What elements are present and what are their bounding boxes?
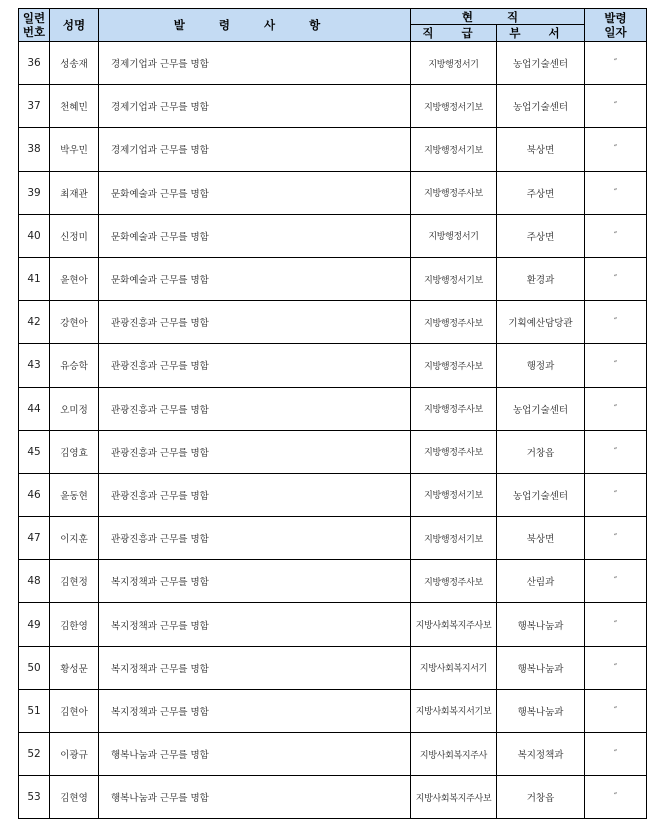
table-row [19, 776, 647, 819]
order-date-cell: ″ [585, 646, 647, 689]
order-text-cell: 행복나눔과 근무를 명함 [99, 776, 411, 819]
order-text-cell: 문화예술과 근무를 명함 [99, 257, 411, 300]
order-date-cell: ″ [585, 301, 647, 344]
header-department: 부 서 [497, 25, 585, 42]
order-text-cell: 문화예술과 근무를 명함 [99, 171, 411, 214]
department-cell: 기획예산담당관 [497, 301, 585, 344]
name-cell: 오미정 [50, 387, 99, 430]
grade-cell: 지방행정주사보 [411, 171, 497, 214]
header-grade: 직 급 [411, 25, 497, 42]
order-date-cell: ″ [585, 733, 647, 776]
order-number-cell: 51 [19, 689, 50, 732]
grade-cell: 지방행정서기보 [411, 473, 497, 516]
grade-cell: 지방행정서기보 [411, 128, 497, 171]
order-text-cell: 경제기업과 근무를 명함 [99, 85, 411, 128]
name-cell: 천혜민 [50, 85, 99, 128]
table-row [19, 517, 647, 560]
table-body [19, 42, 647, 819]
order-number-cell: 43 [19, 344, 50, 387]
order-number-cell: 52 [19, 733, 50, 776]
order-date-cell: ″ [585, 128, 647, 171]
order-number-cell: 49 [19, 603, 50, 646]
table-row [19, 646, 647, 689]
department-cell: 행복나눔과 [497, 646, 585, 689]
department-cell: 농업기술센터 [497, 42, 585, 85]
name-cell: 김한영 [50, 603, 99, 646]
name-cell: 최재관 [50, 171, 99, 214]
order-date-cell: ″ [585, 214, 647, 257]
grade-cell: 지방행정서기보 [411, 85, 497, 128]
order-date-cell: ″ [585, 387, 647, 430]
order-text-cell: 경제기업과 근무를 명함 [99, 128, 411, 171]
department-cell: 주상면 [497, 214, 585, 257]
order-text-cell: 행복나눔과 근무를 명함 [99, 733, 411, 776]
department-cell: 농업기술센터 [497, 387, 585, 430]
header-order-no-line1: 일련 [22, 11, 46, 25]
order-number-cell: 38 [19, 128, 50, 171]
order-text-cell: 복지정책과 근무를 명함 [99, 603, 411, 646]
grade-cell: 지방사회복지주사 [411, 733, 497, 776]
table-row [19, 85, 647, 128]
order-text-cell: 복지정책과 근무를 명함 [99, 560, 411, 603]
table-row [19, 689, 647, 732]
order-number-cell: 50 [19, 646, 50, 689]
order-date-cell: ″ [585, 776, 647, 819]
header-date [585, 9, 647, 42]
table-row [19, 430, 647, 473]
grade-cell: 지방사회복지주사보 [411, 776, 497, 819]
table-header [19, 9, 647, 42]
order-number-cell: 45 [19, 430, 50, 473]
grade-cell: 지방사회복지주사보 [411, 603, 497, 646]
header-date-line1: 발령 [604, 11, 627, 25]
name-cell: 김현정 [50, 560, 99, 603]
order-date-cell: ″ [585, 430, 647, 473]
department-cell: 거창읍 [497, 776, 585, 819]
table-row [19, 257, 647, 300]
order-number-cell: 44 [19, 387, 50, 430]
name-cell: 윤현아 [50, 257, 99, 300]
department-cell: 농업기술센터 [497, 473, 585, 516]
order-text-cell: 관광진흥과 근무를 명함 [99, 517, 411, 560]
department-cell: 농업기술센터 [497, 85, 585, 128]
department-cell: 거창읍 [497, 430, 585, 473]
table-row [19, 387, 647, 430]
table-row [19, 473, 647, 516]
header-order: 발 령 사 항 [99, 9, 411, 42]
order-number-cell: 40 [19, 214, 50, 257]
order-number-cell: 36 [19, 42, 50, 85]
name-cell: 성송재 [50, 42, 99, 85]
order-text-cell: 경제기업과 근무를 명함 [99, 42, 411, 85]
name-cell: 유승학 [50, 344, 99, 387]
department-cell: 산림과 [497, 560, 585, 603]
grade-cell: 지방행정주사보 [411, 387, 497, 430]
order-number-cell: 53 [19, 776, 50, 819]
order-text-cell: 관광진흥과 근무를 명함 [99, 473, 411, 516]
order-date-cell: ″ [585, 517, 647, 560]
grade-cell: 지방행정주사보 [411, 430, 497, 473]
order-date-cell: ″ [585, 560, 647, 603]
name-cell: 박우민 [50, 128, 99, 171]
table-row [19, 42, 647, 85]
department-cell: 북상면 [497, 517, 585, 560]
table-row [19, 733, 647, 776]
grade-cell: 지방행정서기 [411, 42, 497, 85]
order-date-cell: ″ [585, 689, 647, 732]
name-cell: 윤동현 [50, 473, 99, 516]
order-number-cell: 39 [19, 171, 50, 214]
order-date-cell: ″ [585, 603, 647, 646]
order-date-cell: ″ [585, 473, 647, 516]
order-date-cell: ″ [585, 85, 647, 128]
grade-cell: 지방사회복지서기보 [411, 689, 497, 732]
name-cell: 신정미 [50, 214, 99, 257]
department-cell: 행복나눔과 [497, 689, 585, 732]
header-order-no [19, 9, 50, 42]
table-row [19, 603, 647, 646]
header-name: 성명 [50, 9, 99, 42]
grade-cell: 지방행정서기 [411, 214, 497, 257]
department-cell: 주상면 [497, 171, 585, 214]
order-number-cell: 42 [19, 301, 50, 344]
name-cell: 김현아 [50, 689, 99, 732]
order-date-cell: ″ [585, 42, 647, 85]
table-row [19, 560, 647, 603]
header-order-no-line2: 번호 [22, 25, 46, 39]
grade-cell: 지방행정서기보 [411, 517, 497, 560]
table-row [19, 128, 647, 171]
grade-cell: 지방행정주사보 [411, 344, 497, 387]
department-cell: 북상면 [497, 128, 585, 171]
order-text-cell: 관광진흥과 근무를 명함 [99, 301, 411, 344]
table-row [19, 214, 647, 257]
table-row [19, 301, 647, 344]
name-cell: 황성문 [50, 646, 99, 689]
name-cell: 이광규 [50, 733, 99, 776]
order-text-cell: 복지정책과 근무를 명함 [99, 646, 411, 689]
table-row [19, 344, 647, 387]
order-number-cell: 48 [19, 560, 50, 603]
order-date-cell: ″ [585, 344, 647, 387]
name-cell: 이지훈 [50, 517, 99, 560]
name-cell: 김영효 [50, 430, 99, 473]
grade-cell: 지방행정주사보 [411, 560, 497, 603]
personnel-order-table [18, 8, 647, 819]
order-number-cell: 41 [19, 257, 50, 300]
name-cell: 김현영 [50, 776, 99, 819]
order-number-cell: 37 [19, 85, 50, 128]
order-text-cell: 관광진흥과 근무를 명함 [99, 387, 411, 430]
order-text-cell: 복지정책과 근무를 명함 [99, 689, 411, 732]
department-cell: 환경과 [497, 257, 585, 300]
order-text-cell: 문화예술과 근무를 명함 [99, 214, 411, 257]
name-cell: 강현아 [50, 301, 99, 344]
grade-cell: 지방사회복지서기 [411, 646, 497, 689]
grade-cell: 지방행정서기보 [411, 257, 497, 300]
order-date-cell: ″ [585, 257, 647, 300]
header-date-line2: 일자 [604, 25, 627, 39]
order-number-cell: 46 [19, 473, 50, 516]
department-cell: 행정과 [497, 344, 585, 387]
table-row [19, 171, 647, 214]
order-text-cell: 관광진흥과 근무를 명함 [99, 344, 411, 387]
order-date-cell: ″ [585, 171, 647, 214]
grade-cell: 지방행정주사보 [411, 301, 497, 344]
department-cell: 행복나눔과 [497, 603, 585, 646]
department-cell: 복지정책과 [497, 733, 585, 776]
order-number-cell: 47 [19, 517, 50, 560]
order-text-cell: 관광진흥과 근무를 명함 [99, 430, 411, 473]
header-current-position: 현 직 [411, 9, 585, 25]
